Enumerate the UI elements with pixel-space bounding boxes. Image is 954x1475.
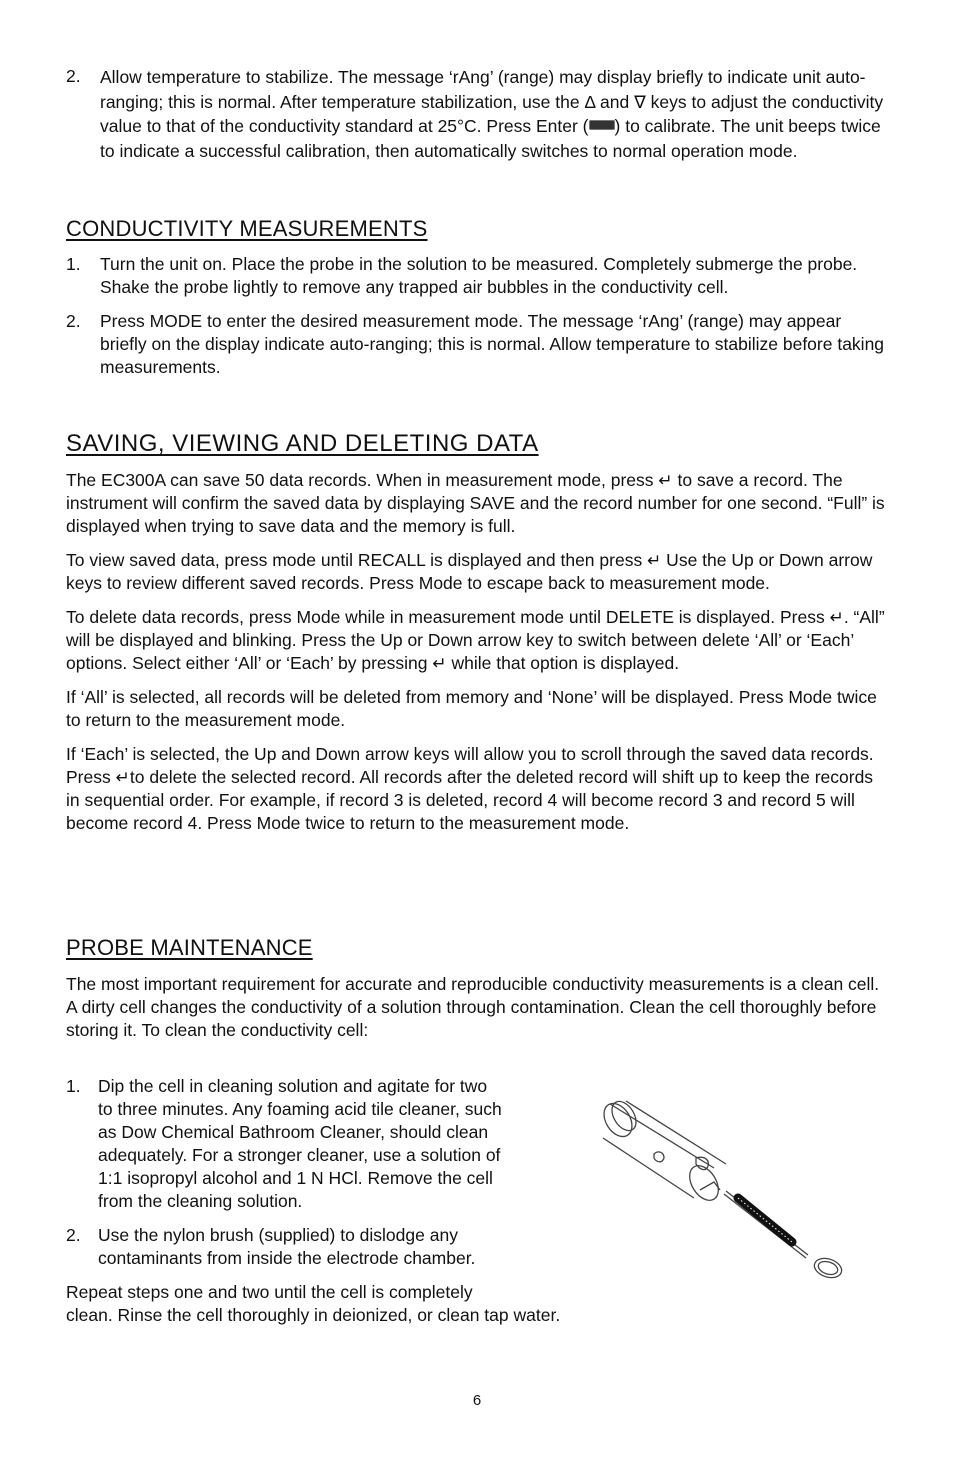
mode-key-label: MODE	[149, 311, 203, 331]
list-item	[66, 253, 888, 299]
text-part: Press	[100, 311, 150, 331]
text-part: to save a record. The instrument will confirm the saved data by displaying SAVE and the record number for one second. “Full” is displayed when trying to save data and the memory is full.	[66, 470, 885, 536]
list-item	[66, 310, 888, 379]
paragraph-line: Repeat steps one and two until the cell is completely	[66, 1282, 473, 1302]
text-part: Use the Up or Down arrow keys to review different saved records. Press Mode to escape back to measurement mode.	[66, 550, 873, 593]
list-number: 1.	[66, 1076, 81, 1096]
enter-arrow-icon: ↵	[829, 608, 844, 627]
enter-arrow-icon: ↵	[115, 768, 130, 787]
paragraph	[66, 469, 888, 538]
step-text-part: and	[595, 91, 635, 112]
up-delta-symbol: Δ	[584, 91, 596, 112]
conductivity-cell-icon	[598, 1098, 726, 1205]
text-part: to delete the selected record. All records after the deleted record will shift up to keep the records in sequential order. For example, if record 3 is deleted, record 4 will become record 3 and record 5 will become record 4. Press Mode twice to return to the measurement mode.	[66, 767, 874, 833]
page-number: 6	[472, 1392, 482, 1409]
list-line: as Dow Chemical Bathroom Cleaner, should clean	[98, 1122, 489, 1142]
probe-intro	[66, 973, 888, 1042]
paragraph	[66, 606, 888, 675]
list-line: contaminants from inside the electrode chamber.	[98, 1248, 476, 1268]
list-line: 1:1 isopropyl alcohol and 1 N HCl. Remove the cell	[98, 1168, 493, 1188]
section-heading-saving: SAVING, VIEWING AND DELETING DATA	[66, 430, 539, 457]
step-text	[100, 65, 888, 163]
list-item	[66, 1075, 586, 1213]
conductivity-list	[66, 253, 888, 379]
list-line: Dip the cell in cleaning solution and agitate for two	[98, 1076, 488, 1096]
list-item-text: Turn the unit on. Place the probe in the solution to be measured. Completely submerge the probe. Shake the probe lightly to remove any trapped air bubbles in the conductivity cell.	[100, 254, 858, 297]
enter-arrow-icon: ↵	[432, 654, 447, 673]
enter-key-icon	[589, 120, 615, 130]
section-heading-conductivity: CONDUCTIVITY MEASUREMENTS	[66, 216, 428, 241]
probe-steps	[66, 1075, 586, 1327]
text-part: To view saved data, press mode until RECALL is displayed and then press	[66, 550, 648, 570]
nylon-brush-icon	[724, 1191, 844, 1281]
text-part: to enter the desired measurement mode. The message ‘rAng’ (range) may appear briefly on the display indicate auto-ranging; this is normal. Allow temperature to stabilize before taking measurements.	[100, 311, 885, 377]
step-text-part: ) to calibrate. The unit beeps twice to indicate a successful calibration, then automatically switches to normal operation mode.	[100, 116, 881, 161]
list-number: 2.	[66, 1225, 81, 1245]
probe-brush-illustration	[596, 1098, 856, 1283]
step-text-part: Allow temperature to stabilize. The message ‘rAng’ (range) may display briefly to indicate unit auto-ranging; this is normal. After temperature stabilization, use the	[100, 67, 866, 112]
list-line: Use the nylon brush (supplied) to dislodge any	[98, 1225, 458, 1245]
list-number: 2.	[66, 311, 81, 331]
paragraph: The most important requirement for accurate and reproducible conductivity measurements is a clean cell. A dirty cell changes the conductivity of a solution through contamination. Clean the cell thoroughly before storing it. To clean the conductivity cell:	[66, 974, 880, 1040]
list-line: adequately. For a stronger cleaner, use a solution of	[98, 1145, 501, 1165]
text-part: The EC300A can save 50 data records. When in measurement mode, press	[66, 470, 659, 490]
list-line: to three minutes. Any foaming acid tile cleaner, such	[98, 1099, 502, 1119]
enter-arrow-icon: ↵	[647, 551, 662, 570]
saving-section-body	[66, 469, 888, 835]
repeat-paragraph	[66, 1281, 666, 1327]
list-number: 1.	[66, 254, 81, 274]
paragraph: If ‘All’ is selected, all records will be deleted from memory and ‘None’ will be displayed. Press Mode twice to return to the measurement mode.	[66, 687, 877, 730]
down-nabla-symbol: ∇	[634, 91, 646, 112]
text-part: . “All” will be displayed and blinking. Press the Up or Down arrow key to switch between delete ‘All’ or ‘Each’ options. Select either ‘All’ or ‘Each’ by pressing	[66, 607, 885, 673]
paragraph	[66, 743, 888, 835]
text-part: while that option is displayed.	[446, 653, 680, 673]
list-item	[66, 1224, 586, 1270]
section-heading-probe: PROBE MAINTENANCE	[66, 935, 313, 960]
calibration-step-2	[66, 65, 888, 163]
text-part: To delete data records, press Mode while in measurement mode until DELETE is displayed. Press	[66, 607, 830, 627]
text-part: If ‘Each’ is selected, the Up and Down arrow keys will allow you to scroll through the saved data records. Press	[66, 744, 874, 787]
list-line: from the cleaning solution.	[98, 1191, 303, 1211]
paragraph	[66, 549, 888, 595]
list-item-text	[100, 310, 888, 379]
enter-arrow-icon: ↵	[658, 471, 673, 490]
list-number: 2.	[66, 66, 81, 86]
paragraph-line: clean. Rinse the cell thoroughly in deionized, or clean tap water.	[66, 1305, 561, 1325]
list-item	[66, 65, 888, 163]
step-text-part: keys to adjust the conductivity value to that of the conductivity standard at 25°C. Press Enter (	[100, 91, 884, 136]
